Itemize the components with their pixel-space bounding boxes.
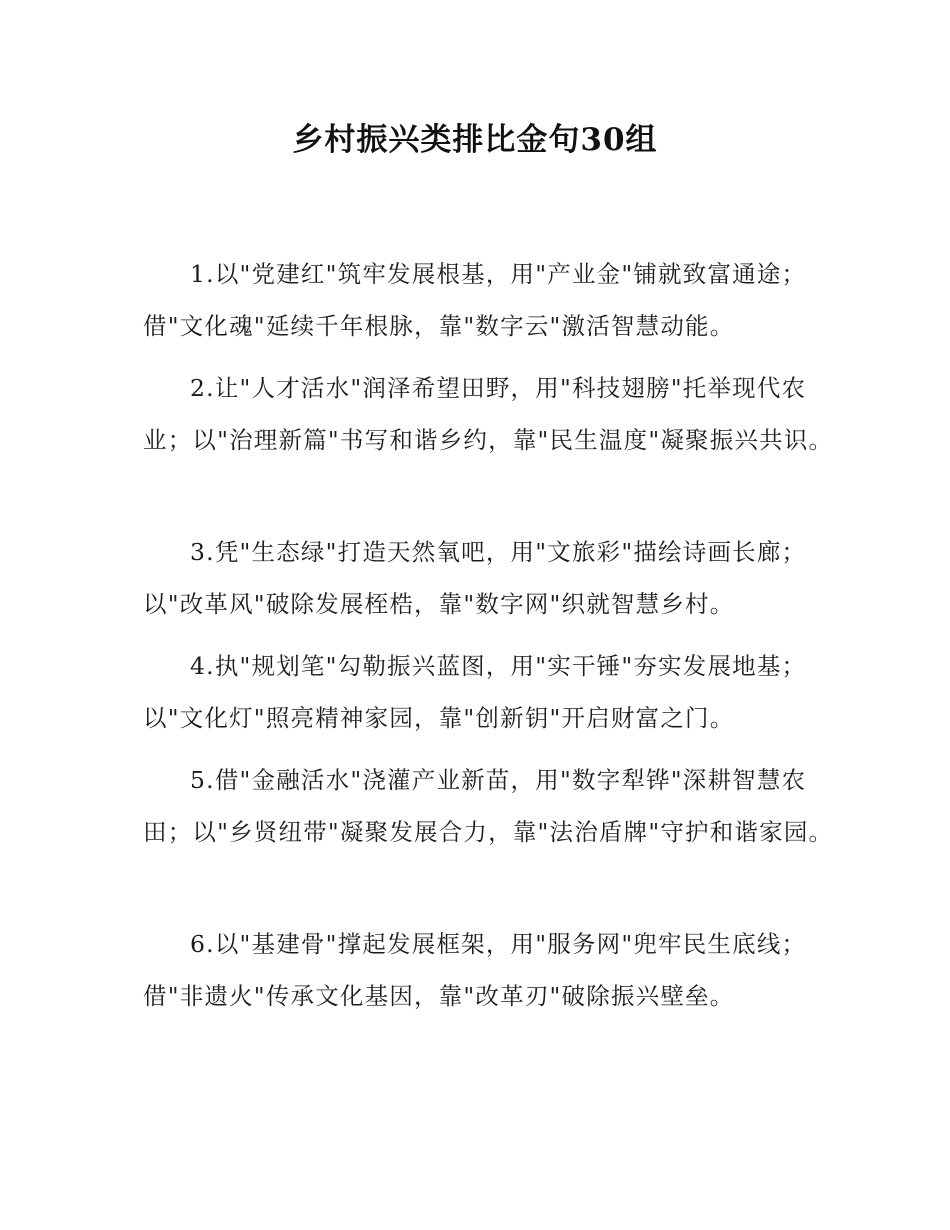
paragraph-1-line-2: 借"文化魂"延续千年根脉，靠"数字云"激活智慧动能。 [143,312,735,340]
paragraph-5-line-2: 田；以"乡贤纽带"凝聚发展合力，靠"法治盾牌"守护和谐家园。 [143,818,834,846]
paragraph-2 [143,362,834,466]
paragraph-3-line-1: 3.凭"生态绿"打造天然氧吧，用"文旅彩"描绘诗画长廊； [190,538,807,566]
paragraph-4-line-1: 4.执"规划笔"勾勒振兴蓝图，用"实干锤"夯实发展地基； [190,652,807,680]
paragraph-2-line-1: 2.让"人才活水"润泽希望田野，用"科技翅膀"托举现代农 [190,374,807,402]
paragraph-3-line-2: 以"改革风"破除发展桎梏，靠"数字网"织就智慧乡村。 [143,590,735,618]
paragraph-1 [143,248,811,352]
paragraph-6 [143,918,811,1022]
paragraph-6-line-2: 借"非遗火"传承文化基因，靠"改革刃"破除振兴壁垒。 [143,982,735,1010]
paragraph-6-line-1: 6.以"基建骨"撑起发展框架，用"服务网"兜牢民生底线； [190,930,807,958]
document-title: 乡村振兴类排比金句30组 [292,122,658,158]
paragraph-5-line-1: 5.借"金融活水"浇灌产业新苗，用"数字犁铧"深耕智慧农 [190,766,807,794]
paragraph-1-line-1: 1.以"党建红"筑牢发展根基，用"产业金"铺就致富通途； [190,260,807,288]
paragraph-5 [143,754,834,858]
paragraph-4-line-2: 以"文化灯"照亮精神家园，靠"创新钥"开启财富之门。 [143,704,735,732]
paragraph-2-line-2: 业；以"治理新篇"书写和谐乡约，靠"民生温度"凝聚振兴共识。 [143,426,834,454]
paragraph-3 [143,526,811,630]
paragraph-4 [143,640,811,744]
